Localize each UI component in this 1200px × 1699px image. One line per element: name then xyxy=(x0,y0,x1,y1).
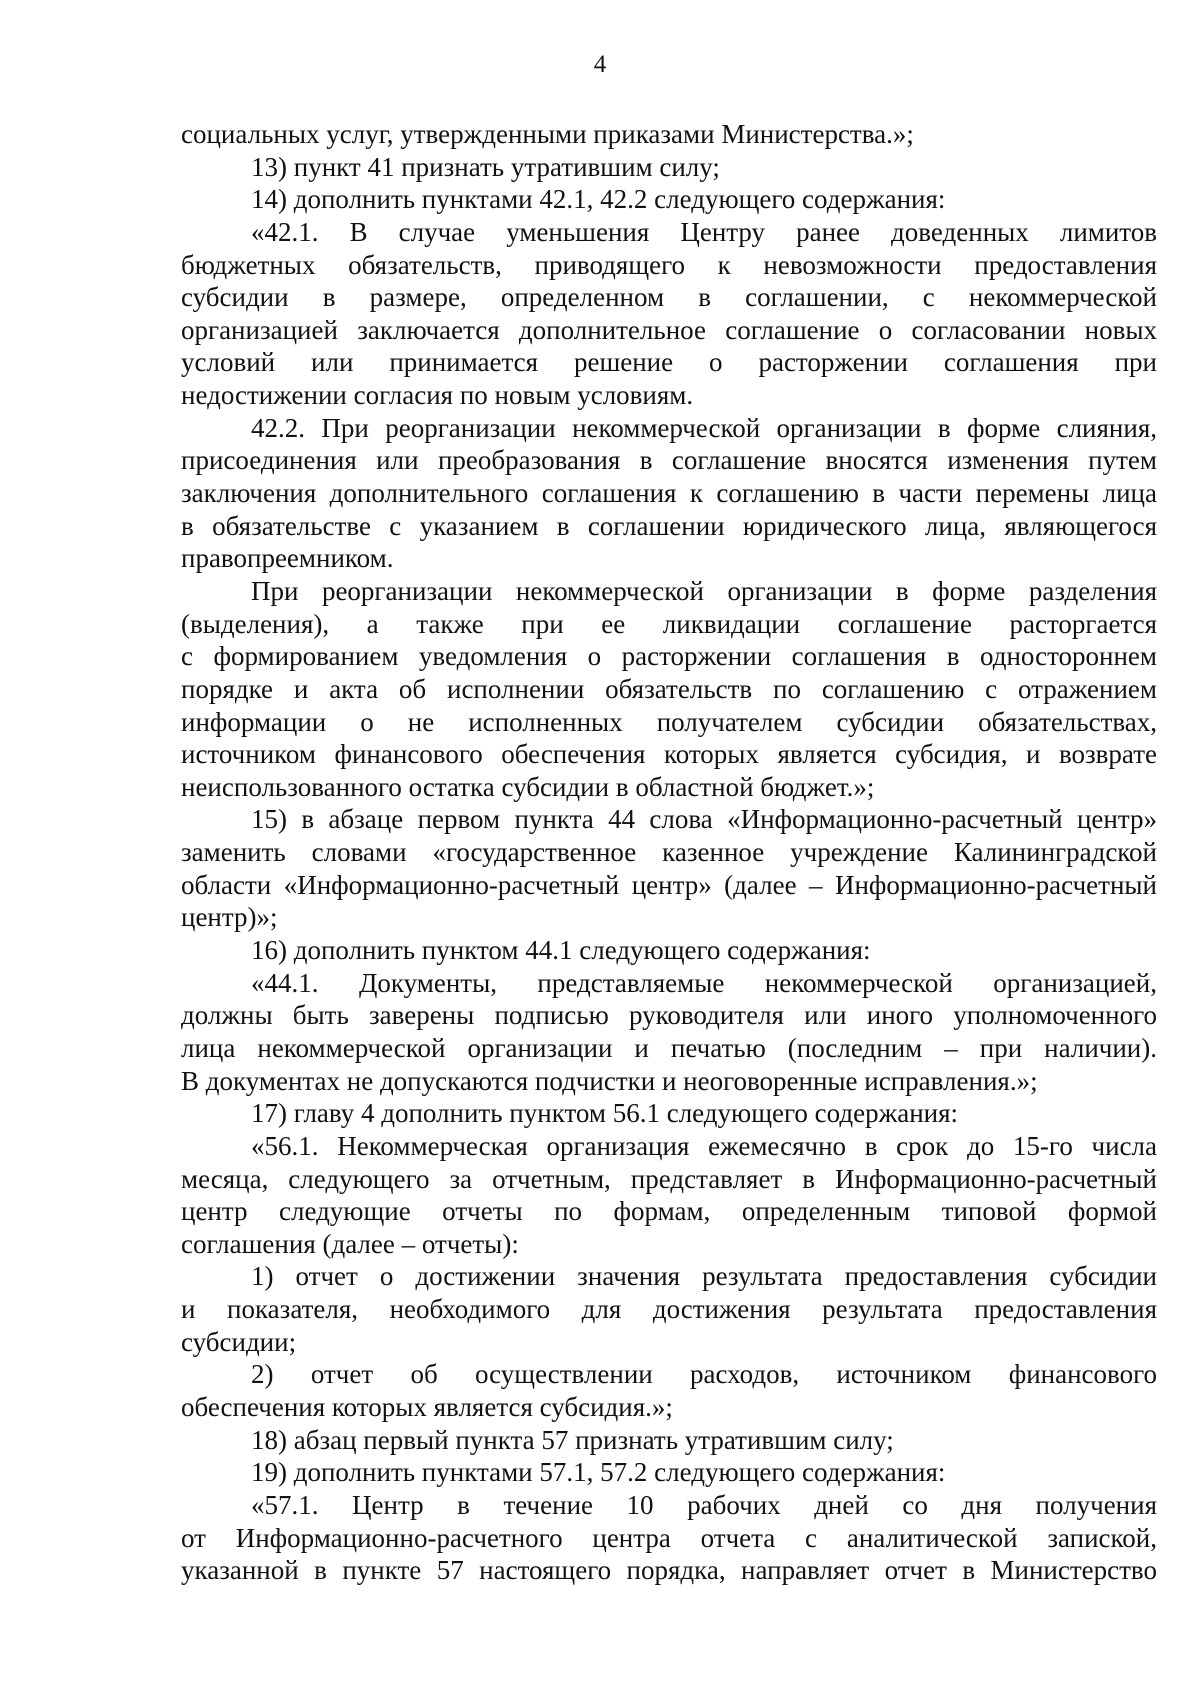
text-line: от Информационно-расчетного центра отчета с аналитической запиской, xyxy=(181,1522,1157,1553)
text-line: должны быть заверены подписью руководителя или иного уполномоченного xyxy=(181,1000,1157,1031)
text-line: «56.1. Некоммерческая организация ежемесячно в срок до 15-го числа xyxy=(251,1130,1157,1161)
text-line: центр)»; xyxy=(181,902,278,933)
text-line: обеспечения которых является субсидия.»; xyxy=(181,1391,673,1422)
text-line: присоединения или преобразования в соглашение вносятся изменения путем xyxy=(181,445,1157,476)
text-line: с формированием уведомления о расторжении соглашения в одностороннем xyxy=(181,641,1157,672)
text-line: (выделения), а также при ее ликвидации соглашение расторгается xyxy=(181,608,1157,639)
text-line: «57.1. Центр в течение 10 рабочих дней со дня получения xyxy=(251,1489,1157,1520)
text-line: недостижении согласия по новым условиям. xyxy=(181,380,694,411)
text-line: 18) абзац первый пункта 57 признать утратившим силу; xyxy=(251,1424,894,1455)
text-line: правопреемником. xyxy=(181,543,394,574)
document-body xyxy=(181,118,1157,1587)
text-line: указанной в пункте 57 настоящего порядка, направляет отчет в Министерство xyxy=(181,1555,1157,1586)
text-line: 15) в абзаце первом пункта 44 слова «Информационно-расчетный центр» xyxy=(251,804,1157,835)
text-line: лица некоммерческой организации и печатью (последним – при наличии). xyxy=(181,1032,1157,1063)
text-line: социальных услуг, утвержденными приказами Министерства.»; xyxy=(181,119,914,149)
text-line: в обязательстве с указанием в соглашении юридического лица, являющегося xyxy=(181,510,1157,541)
text-line: 14) дополнить пунктами 42.1, 42.2 следующего содержания: xyxy=(251,184,946,215)
text-line: 1) отчет о достижении значения результата предоставления субсидии xyxy=(251,1261,1157,1292)
text-line: 42.2. При реорганизации некоммерческой организации в форме слияния, xyxy=(251,412,1157,443)
text-line: 2) отчет об осуществлении расходов, источником финансового xyxy=(251,1359,1157,1390)
text-line: порядке и акта об исполнении обязательств по соглашению с отражением xyxy=(181,673,1157,704)
text-line: и показателя, необходимого для достижения результата предоставления xyxy=(181,1294,1157,1325)
text-line: месяца, следующего за отчетным, представляет в Информационно-расчетный xyxy=(181,1163,1157,1194)
text-line: 16) дополнить пунктом 44.1 следующего содержания: xyxy=(251,935,871,966)
text-line: 19) дополнить пунктами 57.1, 57.2 следующего содержания: xyxy=(251,1457,946,1488)
text-line: 17) главу 4 дополнить пунктом 56.1 следующего содержания: xyxy=(251,1098,959,1129)
text-line: неиспользованного остатка субсидии в областной бюджет.»; xyxy=(181,771,875,802)
text-line: заменить словами «государственное казенное учреждение Калининградской xyxy=(181,837,1157,868)
text-line: бюджетных обязательств, приводящего к невозможности предоставления xyxy=(181,249,1157,280)
text-line: центр следующие отчеты по формам, определенным типовой формой xyxy=(181,1196,1157,1227)
text-line: В документах не допускаются подчистки и неоговоренные исправления.»; xyxy=(181,1065,1038,1096)
text-line: субсидии в размере, определенном в соглашении, с некоммерческой xyxy=(181,282,1157,313)
text-line: «42.1. В случае уменьшения Центру ранее доведенных лимитов xyxy=(251,216,1157,247)
text-line: При реорганизации некоммерческой организации в форме разделения xyxy=(251,575,1157,606)
text-line: информации о не исполненных получателем субсидии обязательствах, xyxy=(181,706,1157,737)
text-line: организацией заключается дополнительное соглашение о согласовании новых xyxy=(181,314,1157,345)
text-line: «44.1. Документы, представляемые некоммерческой организацией, xyxy=(251,967,1157,998)
text-line: 13) пункт 41 признать утратившим силу; xyxy=(251,151,720,182)
text-line: соглашения (далее – отчеты): xyxy=(181,1228,519,1259)
text-line: заключения дополнительного соглашения к соглашению в части перемены лица xyxy=(181,478,1157,509)
text-line: источником финансового обеспечения которых является субсидия, и возврате xyxy=(181,739,1157,770)
text-line: условий или принимается решение о расторжении соглашения при xyxy=(181,347,1157,378)
text-line: субсидии; xyxy=(181,1326,297,1357)
page-number: 4 xyxy=(593,51,607,78)
text-line: области «Информационно-расчетный центр» (далее – Информационно-расчетный xyxy=(181,869,1157,900)
